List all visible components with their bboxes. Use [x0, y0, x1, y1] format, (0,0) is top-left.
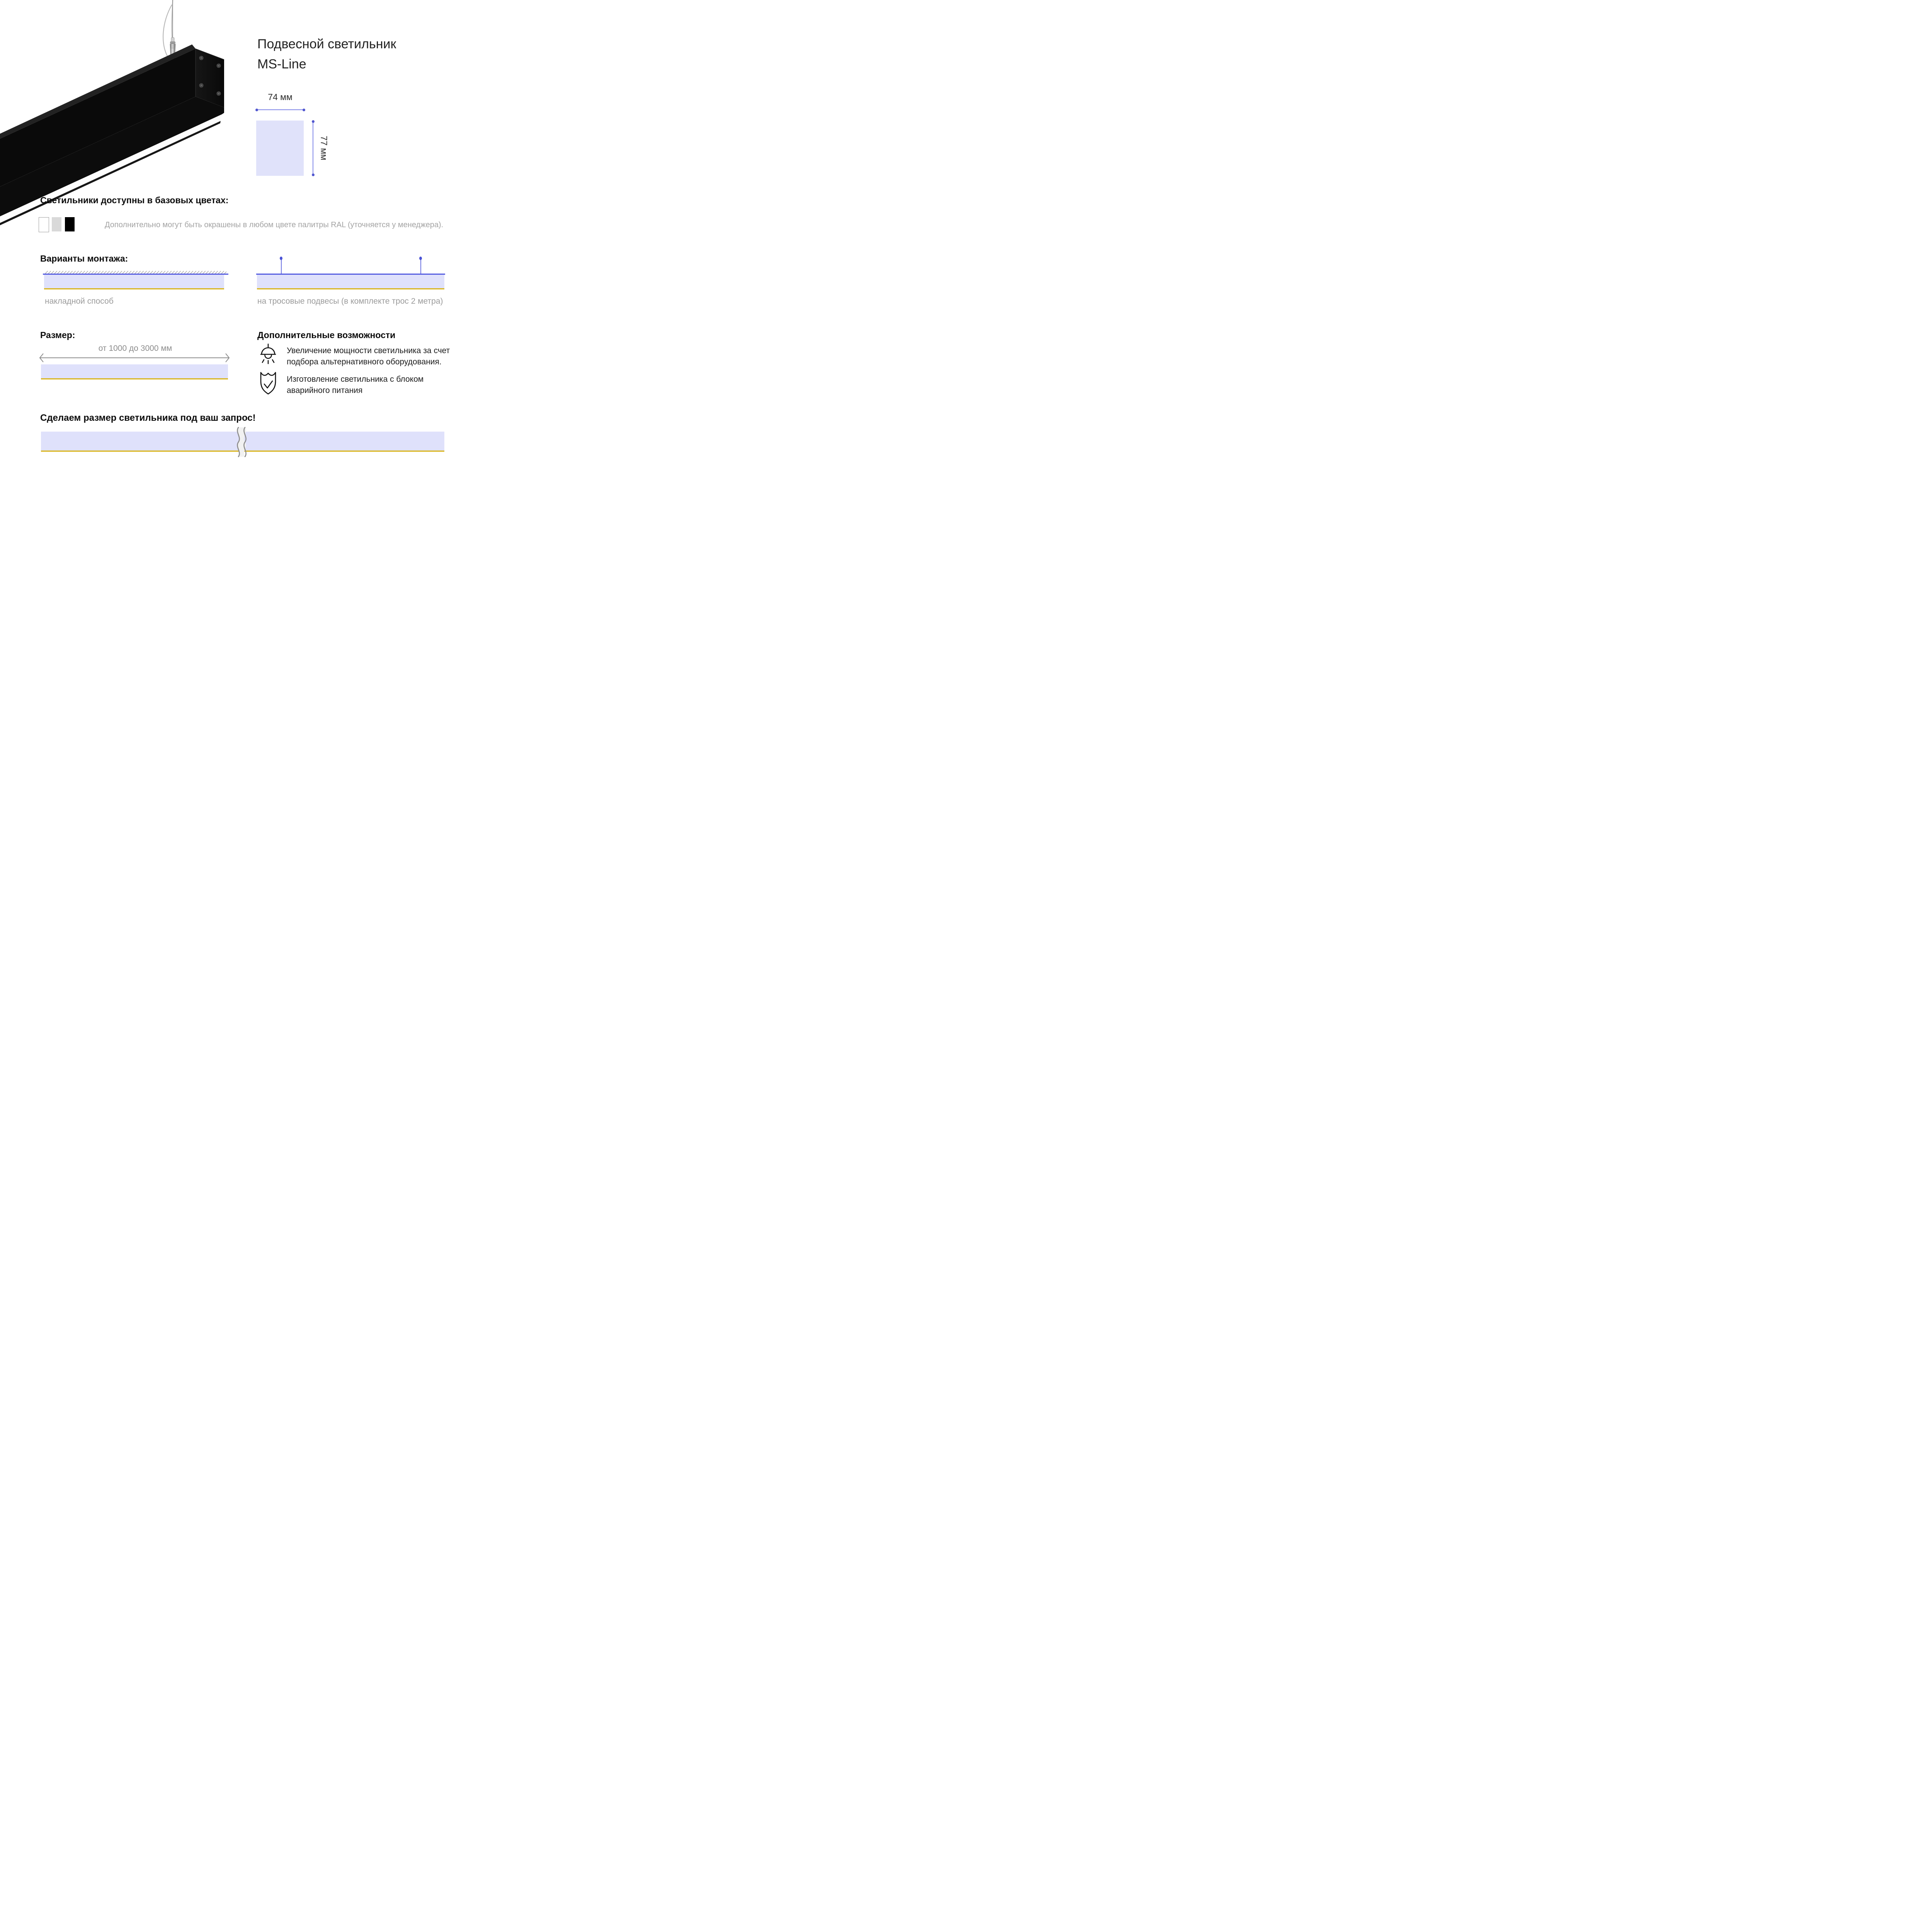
size-luminaire-bar — [41, 364, 228, 378]
color-swatch-gray — [52, 217, 61, 231]
page-title — [257, 34, 396, 74]
surface-mount-light-line — [44, 288, 224, 289]
feature-text-power: Увеличение мощности светильника за счет подбора альтернативного оборудования. — [287, 346, 450, 366]
dimension-endpoint-dot — [312, 173, 315, 176]
colors-heading: Светильники доступны в базовых цветах: — [40, 195, 229, 205]
title-line-1: Подвесной светильник — [257, 37, 396, 51]
ral-note: Дополнительно могут быть окрашены в любом цвете палитры RAL (уточняется у менеджера). — [105, 221, 444, 229]
size-heading: Размер: — [40, 330, 75, 340]
suspended-light-line — [257, 288, 444, 289]
color-swatch-black — [65, 217, 75, 231]
surface-mount-caption: накладной способ — [45, 297, 114, 306]
width-dimension-line — [257, 109, 304, 110]
suspension-pin-dot — [280, 257, 282, 260]
mounting-heading: Варианты монтажа: — [40, 253, 128, 264]
color-swatch-white — [39, 217, 49, 232]
width-dimension-label: 74 мм — [268, 92, 293, 102]
dimension-endpoint-dot — [312, 120, 315, 123]
length-break-icon — [232, 427, 252, 457]
profile-cross-section — [256, 121, 304, 176]
suspension-pin-dot — [419, 257, 422, 260]
size-light-line — [41, 378, 228, 379]
suspension-pin — [281, 258, 282, 275]
pendant-lamp-icon — [260, 344, 277, 366]
shield-check-icon — [260, 372, 277, 395]
custom-size-heading: Сделаем размер светильника под ваш запрос! — [40, 413, 256, 423]
suspension-pin — [420, 258, 421, 275]
surface-mount-luminaire-bar — [44, 275, 224, 288]
feature-text-emergency: Изготовление светильника с блоком аварийного питания — [287, 375, 424, 395]
product-sheet — [0, 0, 483, 483]
title-line-2: MS-Line — [257, 57, 306, 71]
features-heading: Дополнительные возможности — [257, 330, 396, 340]
suspension-caption: на тросовые подвесы (в комплекте трос 2 метра) — [257, 297, 443, 306]
suspended-luminaire-bar — [257, 275, 444, 288]
dimension-endpoint-dot — [303, 109, 305, 111]
dimension-endpoint-dot — [255, 109, 258, 111]
product-photo — [0, 0, 232, 229]
size-range-arrow-icon — [39, 352, 230, 363]
size-range-label: от 1000 до 3000 мм — [98, 344, 172, 353]
height-dimension-label: 77 мм — [319, 136, 329, 160]
